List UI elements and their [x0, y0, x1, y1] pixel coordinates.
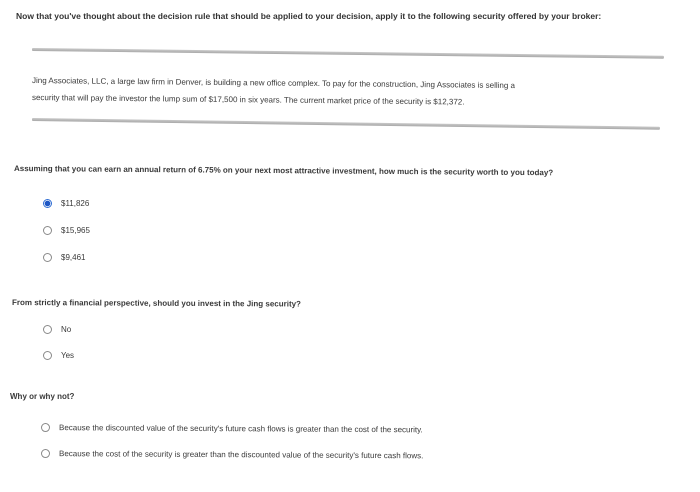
radio-icon[interactable]: [41, 449, 50, 458]
radio-icon[interactable]: [41, 423, 50, 432]
q1-option-3[interactable]: [43, 253, 85, 262]
q3-option-2[interactable]: [41, 449, 423, 460]
q1-option-2-label: $15,965: [61, 226, 90, 235]
q1-option-2[interactable]: [43, 226, 90, 235]
q1-option-1-label: $11,826: [61, 199, 90, 208]
question-2-text: From strictly a financial perspective, should you invest in the Jing security?: [11, 298, 301, 309]
q2-option-yes-label: Yes: [61, 351, 75, 360]
q3-option-1[interactable]: [41, 423, 423, 434]
intro-text: Now that you've thought about the decision rule that should be applied to your decision, apply it to the following security offered by your broker:: [16, 11, 602, 21]
radio-icon[interactable]: [43, 253, 52, 262]
radio-icon[interactable]: [43, 325, 52, 334]
question-3-text: Why or why not?: [10, 392, 75, 401]
radio-selected-icon[interactable]: [43, 199, 52, 208]
q3-option-1-label: Because the discounted value of the security's future cash flows is greater than the cost of the security.: [58, 423, 423, 435]
q2-option-yes[interactable]: [43, 351, 74, 360]
q1-option-1[interactable]: [43, 199, 89, 208]
q1-option-3-label: $9,461: [61, 253, 86, 262]
q2-option-no[interactable]: [43, 325, 71, 334]
divider-bottom: [32, 118, 660, 130]
question-1-text: Assuming that you can earn an annual return of 6.75% on your next most attractive investment, how much is the security worth to you today?: [13, 164, 554, 178]
radio-icon[interactable]: [43, 351, 52, 360]
case-study-line-1: Jing Associates, LLC, a large law firm in Denver, is building a new office complex. To pay for the construction, Jing Associates is selling a: [31, 76, 516, 91]
divider-top: [32, 48, 664, 59]
q3-option-2-label: Because the cost of the security is greater than the discounted value of the security's future cash flows.: [58, 449, 424, 461]
case-study-line-2: security that will pay the investor the lump sum of $17,500 in six years. The current market price of the security is $12,372.: [31, 93, 465, 107]
case-study: [32, 72, 515, 106]
q2-option-no-label: No: [61, 325, 72, 334]
radio-icon[interactable]: [43, 226, 52, 235]
